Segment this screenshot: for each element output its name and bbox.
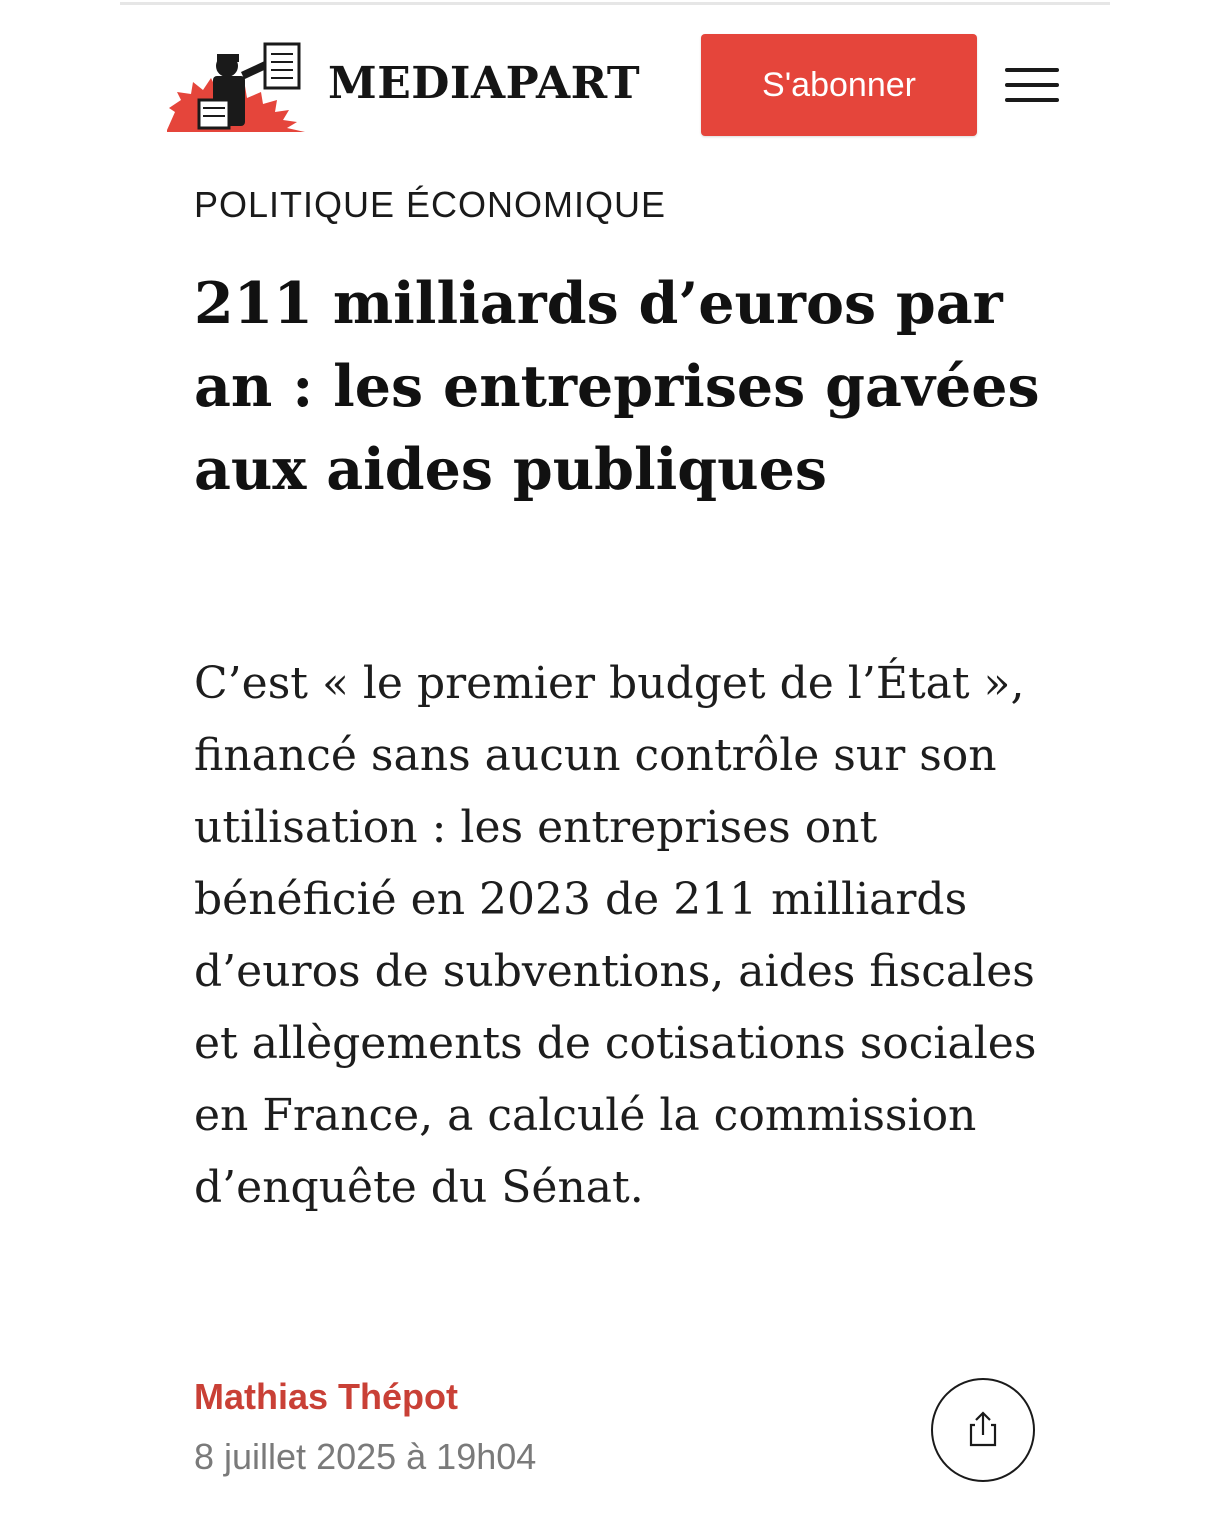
site-header (165, 32, 1065, 142)
brand-name[interactable]: MEDIAPART (328, 58, 641, 109)
article-lede: C’est « le premier budget de l’État », financé sans aucun contrôle sur son utilisation : les entreprises ont bénéficié en 2023 de 211 milliards d’euros de subventions, aides fiscales et allègements de cotisations sociales en France, a calculé la commission d’enquête du Sénat. (194, 658, 1037, 1213)
article-headline: 211 milliards d’euros par an : les entreprises gavées aux aides publiques (194, 270, 1040, 503)
top-divider (120, 2, 1110, 5)
publish-date: 8 juillet 2025 à 19h04 (194, 1436, 537, 1477)
section-label[interactable]: POLITIQUE ÉCONOMIQUE (194, 184, 667, 225)
author-name[interactable]: Mathias Thépot (194, 1376, 459, 1417)
share-button[interactable] (931, 1378, 1035, 1482)
hamburger-menu-icon[interactable] (1005, 68, 1059, 102)
share-icon (963, 1409, 1003, 1452)
subscribe-button[interactable]: S'abonner (701, 34, 977, 136)
mediapart-logo-icon[interactable] (165, 42, 310, 134)
